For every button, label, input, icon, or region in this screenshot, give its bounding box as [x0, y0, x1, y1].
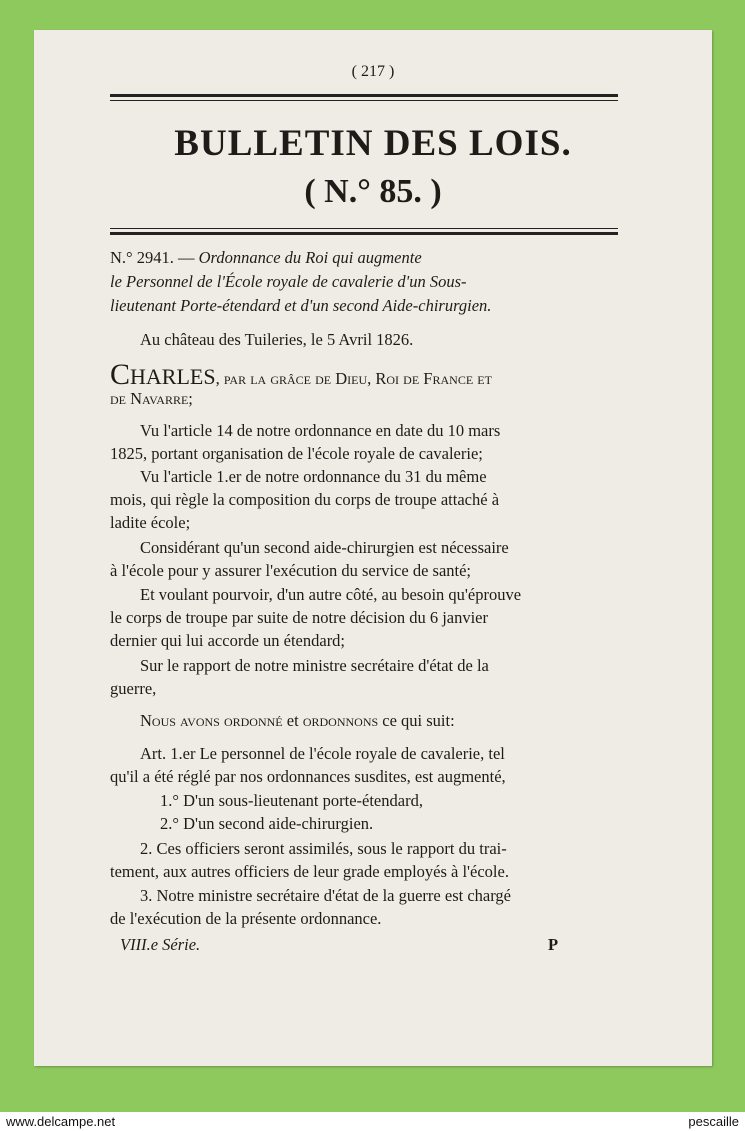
decree-ordonnons: ordonnons	[302, 711, 379, 730]
bulletin-number: ( N.° 85. )	[304, 173, 442, 210]
top-rule-thick	[110, 94, 618, 97]
article-line-6: tement, aux autres officiers de leur grade employés à l'école.	[110, 862, 509, 881]
dateline: Au château des Tuileries, le 5 Avril 1826.	[140, 330, 414, 349]
ordinance-number: N.° 2941. —	[110, 248, 195, 267]
article-line-2: qu'il a été réglé par nos ordonnances susdites, est augmenté,	[110, 767, 506, 786]
signature-mark: P	[548, 935, 559, 954]
page-content	[34, 30, 712, 1066]
body-line-6: Considérant qu'un second aide-chirurgien est nécessaire	[140, 538, 509, 557]
body-line-1: Vu l'article 14 de notre ordonnance en date du 10 mars	[140, 421, 501, 440]
seller-watermark: pescaille	[688, 1114, 739, 1129]
article-line-5: 2. Ces officiers seront assimilés, sous le rapport du trai-	[140, 839, 507, 858]
bulletin-title: BULLETIN DES LOIS.	[174, 123, 572, 164]
decree-rest: ce qui suit:	[382, 711, 455, 730]
preamble-rest: , par la grâce de Dieu, Roi de France et	[215, 369, 492, 388]
body-line-8: Et voulant pourvoir, d'un autre côté, au besoin qu'éprouve	[140, 585, 522, 604]
body-line-4: mois, qui règle la composition du corps de troupe attaché à	[110, 490, 500, 509]
article-line-3: 1.° D'un sous-lieutenant porte-étendard,	[160, 791, 423, 810]
top-rule-thin	[110, 100, 618, 101]
decree-ordonne: Nous avons ordonné	[140, 711, 283, 730]
king-name: HARLES	[130, 364, 216, 389]
article-line-8: de l'exécution de la présente ordonnance.	[110, 909, 382, 928]
body-line-2: 1825, portant organisation de l'école royale de cavalerie;	[110, 444, 483, 463]
series-label: VIII.e Série.	[120, 935, 201, 954]
document-page	[34, 30, 712, 1066]
watermark-bar	[0, 1112, 745, 1131]
preamble-line-1	[110, 360, 492, 390]
body-line-5: ladite école;	[110, 513, 191, 532]
preamble-line-2: de Navarre;	[110, 389, 193, 408]
body-line-9: le corps de troupe par suite de notre décision du 6 janvier	[110, 608, 489, 627]
ordinance-heading-line-1	[110, 250, 422, 267]
mid-rule-thin	[110, 228, 618, 229]
drop-cap: C	[110, 358, 131, 391]
ordinance-heading-line-2: le Personnel de l'École royale de cavalerie d'un Sous-	[110, 272, 467, 291]
body-line-7: à l'école pour y assurer l'exécution du service de santé;	[110, 561, 472, 580]
body-line-3: Vu l'article 1.er de notre ordonnance du 31 du même	[140, 467, 487, 486]
article-line-4: 2.° D'un second aide-chirurgien.	[160, 814, 374, 833]
body-line-10: dernier qui lui accorde un étendard;	[110, 631, 346, 650]
site-watermark: www.delcampe.net	[6, 1114, 116, 1129]
body-line-11: Sur le rapport de notre ministre secrétaire d'état de la	[140, 656, 489, 675]
ordinance-heading-line-3: lieutenant Porte-étendard et d'un second Aide-chirurgien.	[110, 296, 492, 315]
article-line-7: 3. Notre ministre secrétaire d'état de la guerre est chargé	[140, 886, 511, 905]
page-number: ( 217 )	[351, 63, 395, 80]
body-line-12: guerre,	[110, 679, 157, 698]
decree-and: et	[286, 711, 299, 730]
ordinance-title-1: Ordonnance du Roi qui augmente	[198, 248, 422, 267]
mid-rule-thick	[110, 232, 618, 235]
decree-line	[140, 713, 455, 730]
article-line-1: Art. 1.er Le personnel de l'école royale de cavalerie, tel	[140, 744, 505, 763]
